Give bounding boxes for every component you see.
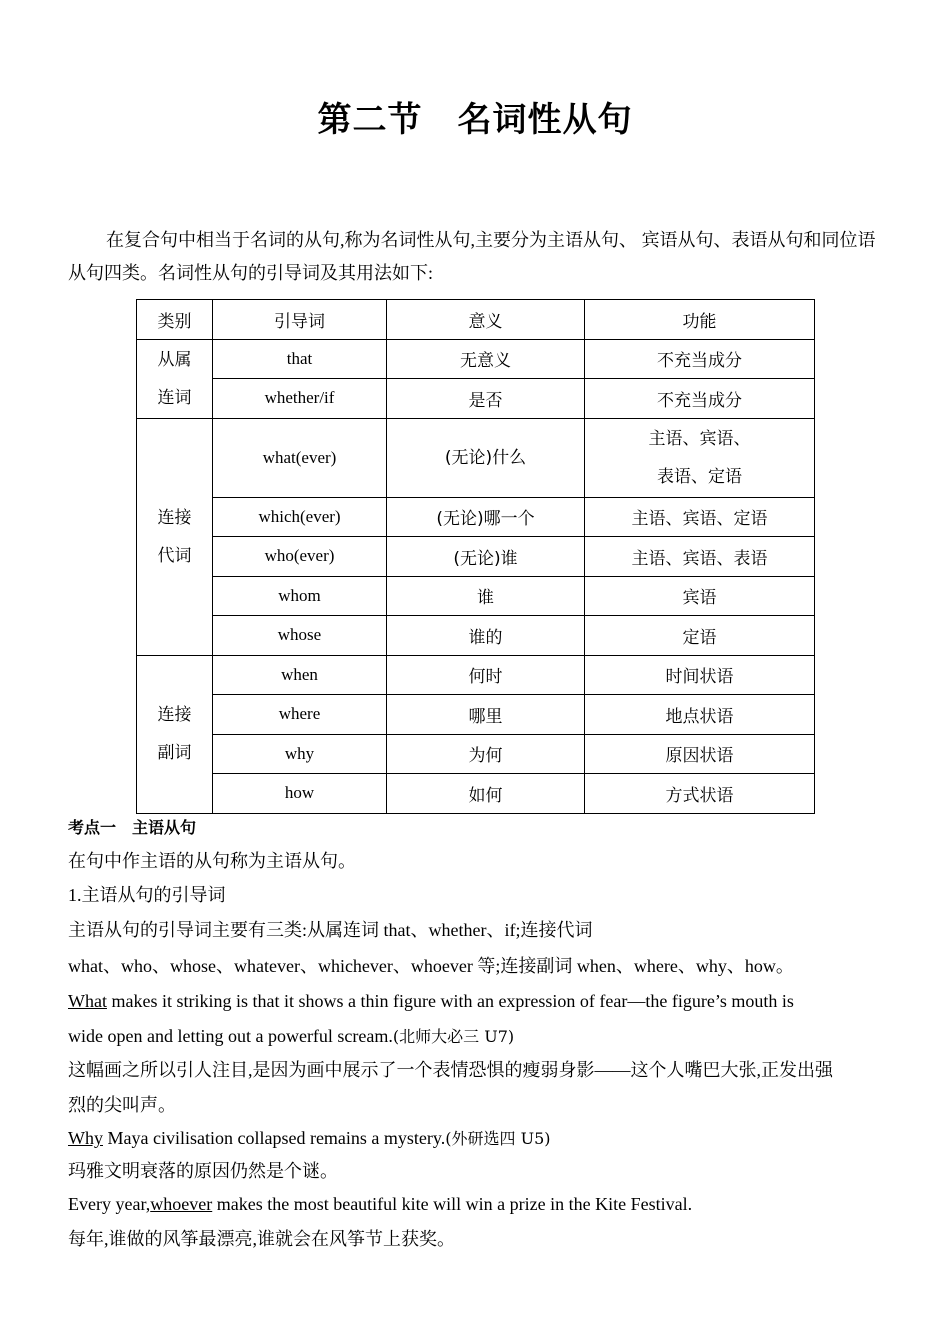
meaning-cell: 谁的	[387, 616, 585, 656]
meaning-cell: (无论)谁	[387, 537, 585, 577]
word-cell: where	[213, 695, 387, 735]
meaning-cell: 为何	[387, 734, 585, 774]
word-cell: whether/if	[213, 379, 387, 419]
example-2-en: Why Maya civilisation collapsed remains a mystery.(外研选四 U5)	[68, 1128, 551, 1148]
example-1-zh-line1: 这幅画之所以引人注目,是因为画中展示了一个表情恐惧的瘦弱身影——这个人嘴巴大张,正发出强	[68, 1060, 833, 1080]
section-heading: 考点一 主语从句	[68, 818, 197, 837]
header-word: 引导词	[213, 300, 387, 340]
function-cell: 主语、宾语、表语、定语	[585, 418, 815, 497]
header-meaning: 意义	[387, 300, 585, 340]
example-1-zh-line2: 烈的尖叫声。	[68, 1095, 176, 1115]
meaning-cell: 是否	[387, 379, 585, 419]
function-cell: 地点状语	[585, 695, 815, 735]
table-row	[137, 655, 815, 695]
function-cell: 原因状语	[585, 734, 815, 774]
example-1-en-line2: wide open and letting out a powerful scream.(北师大必三 U7)	[68, 1026, 515, 1046]
category-cell: 从属连词	[137, 339, 213, 418]
intro-paragraph: 在复合句中相当于名词的从句,称为名词性从句,主要分为主语从句、 宾语从句、表语从句和同位语从句四类。名词性从句的引导词及其用法如下:	[68, 230, 876, 283]
point-text-line2: what、who、whose、whatever、whichever、whoever 等;连接副词 when、where、why、how。	[68, 956, 794, 976]
function-cell: 主语、宾语、定语	[585, 497, 815, 537]
function-cell: 方式状语	[585, 774, 815, 814]
example-keyword: What	[68, 991, 107, 1011]
example-1-en-line1: What makes it striking is that it shows a thin figure with an expression of fear—the figure’s mouth is	[68, 991, 794, 1011]
table-row	[137, 774, 815, 814]
meaning-cell: (无论)哪一个	[387, 497, 585, 537]
table-row	[137, 695, 815, 735]
meaning-cell: (无论)什么	[387, 418, 585, 497]
function-cell: 时间状语	[585, 655, 815, 695]
word-cell: whom	[213, 576, 387, 616]
table-header-row	[137, 300, 815, 340]
table-row	[137, 734, 815, 774]
table-row	[137, 379, 815, 419]
category-cell: 连接副词	[137, 655, 213, 813]
word-cell: whose	[213, 616, 387, 656]
word-cell: that	[213, 339, 387, 379]
table-row	[137, 537, 815, 577]
function-cell: 定语	[585, 616, 815, 656]
word-cell: which(ever)	[213, 497, 387, 537]
function-cell: 不充当成分	[585, 339, 815, 379]
word-cell: why	[213, 734, 387, 774]
meaning-cell: 何时	[387, 655, 585, 695]
function-cell: 宾语	[585, 576, 815, 616]
definition-text: 在句中作主语的从句称为主语从句。	[68, 851, 356, 871]
page-title: 第二节 名词性从句	[317, 100, 633, 140]
table-row	[137, 497, 815, 537]
header-category: 类别	[137, 300, 213, 340]
table-row	[137, 418, 815, 497]
point-title: 1.主语从句的引导词	[68, 885, 226, 905]
example-source: (北师大必三 U7)	[392, 1027, 515, 1046]
example-3-zh: 每年,谁做的风筝最漂亮,谁就会在风筝节上获奖。	[68, 1229, 455, 1249]
word-cell: how	[213, 774, 387, 814]
category-cell: 连接代词	[137, 418, 213, 655]
example-source: (外研选四 U5)	[445, 1129, 551, 1148]
example-keyword: whoever	[150, 1194, 213, 1214]
table-row	[137, 339, 815, 379]
table-row	[137, 576, 815, 616]
example-3-en: Every year,whoever makes the most beautiful kite will win a prize in the Kite Festival.	[68, 1194, 693, 1214]
header-function: 功能	[585, 300, 815, 340]
point-text-line1: 主语从句的引导词主要有三类:从属连词 that、whether、if;连接代词	[68, 920, 593, 940]
word-cell: what(ever)	[213, 418, 387, 497]
connective-table	[136, 299, 815, 814]
function-cell: 主语、宾语、表语	[585, 537, 815, 577]
meaning-cell: 哪里	[387, 695, 585, 735]
word-cell: when	[213, 655, 387, 695]
example-2-zh: 玛雅文明衰落的原因仍然是个谜。	[68, 1161, 338, 1181]
table-row	[137, 616, 815, 656]
meaning-cell: 谁	[387, 576, 585, 616]
function-cell: 不充当成分	[585, 379, 815, 419]
example-keyword: Why	[68, 1128, 103, 1148]
meaning-cell: 如何	[387, 774, 585, 814]
word-cell: who(ever)	[213, 537, 387, 577]
meaning-cell: 无意义	[387, 339, 585, 379]
